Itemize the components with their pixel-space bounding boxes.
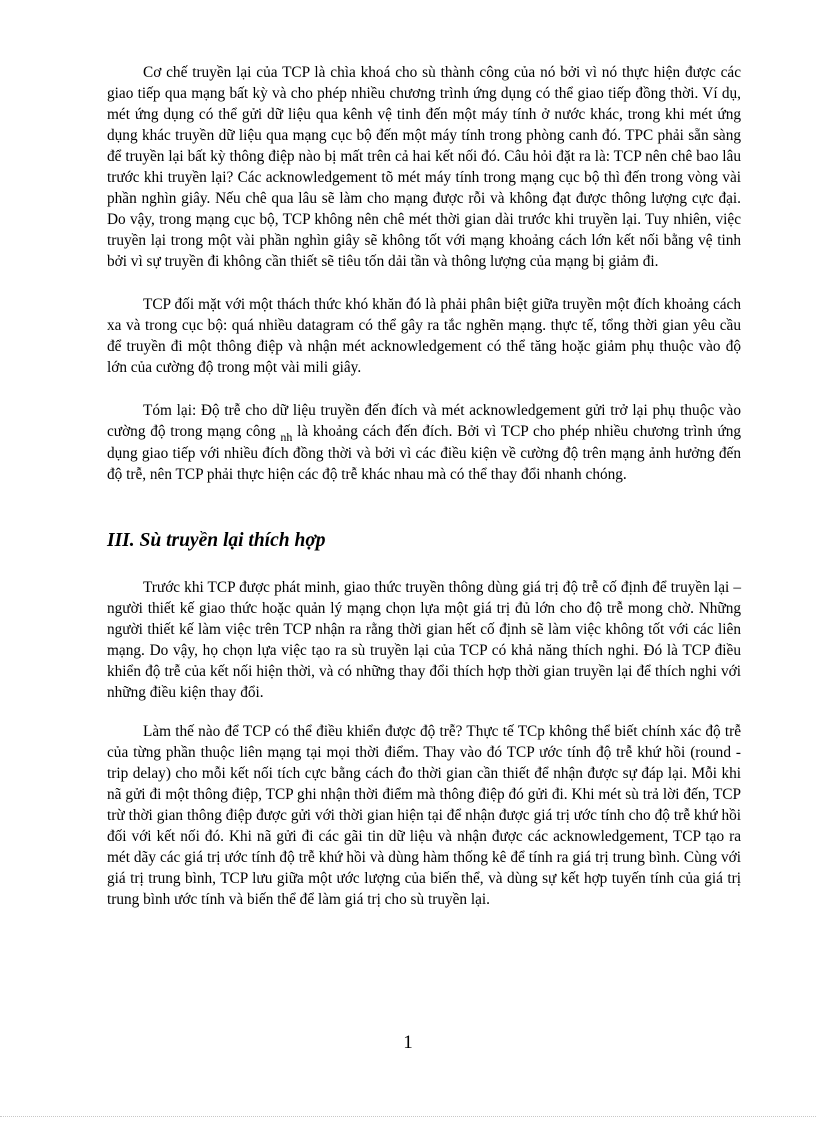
page-body xyxy=(107,62,741,910)
page-number: 1 xyxy=(403,1032,413,1053)
paragraph-summary xyxy=(107,400,741,485)
paragraph-fixed-delay-history: Trước khi TCP được phát minh, giao thức truyền thông dùng giá trị độ trễ cố định để truyền lại – người thiết kế giao thức hoặc quản lý mạng chọn lựa một giá trị đủ lớn cho độ trễ mong chờ. Những người thiết kế làm việc trên TCP nhận ra rằng thời gian hết cố định sẽ làm việc không tốt với các liên mạng. Do vậy, họ chọn lựa việc tạo ra sù truyền lại của TCP có khả năng thích nghi. Đó là TCP điều khiển độ trễ của kết nối hiện thời, và có những thay đổi thích hợp thời gian truyền lại để thích nghi với những điều kiện thay đổi. xyxy=(107,579,741,701)
section-heading: III. Sù truyền lại thích hợp xyxy=(107,530,326,551)
summary-text-start: Tóm lại: Độ trễ cho dữ liệu truyền đến đích và mét acknowledgement gửi trở lại phụ thuộc vào cường độ trong mạng công xyxy=(107,402,741,440)
paragraph-rtt-estimation: Làm thế nào để TCP có thể điều khiển được độ trễ? Thực tế TCp không thể biết chính xác độ trễ của từng phần thuộc liên mạng tại mọi thời điểm. Thay vào đó TCP ước tính độ trễ khứ hồi (round - trip delay) cho mỗi kết nối tích cực bằng cách đo thời gian cần thiết để nhận được sự đáp lại. Mỗi khi nã gửi đi một thông điệp, TCP ghi nhận thời điểm mà thông điệp đó gửi đi. Khi mét sù trả lời đến, TCP trừ thời gian thông điệp được gửi với thời gian hiện tại để nhận được giá trị ước tính cho độ trễ khứ hồi đối với kết nối đó. Khi nã gửi đi các gãi tin dữ liệu và nhận được các acknowledgement, TCP tạo ra mét dãy các giá trị ước tính độ trễ khứ hồi và dùng hàm thống kê để tính ra giá trị trung bình. Cùng với giá trị trung bình, TCP lưu giữa một ước lượng của biến thể, và dùng sự kết hợp tuyến tính của giá trị trung bình ước tính và biến thể để làm giá trị cho sù truyền lại. xyxy=(107,723,741,908)
summary-subscript: nh xyxy=(280,430,293,444)
paragraph-delay-challenge: TCP đối mặt với một thách thức khó khăn đó là phải phân biệt giữa truyền một đích khoảng cách xa và trong cục bộ: quá nhiều datagram có thể gây ra tắc nghẽn mạng. thực tế, tổng thời gian yêu cầu để truyền đi một thông điệp và nhận mét acknowledgement có thể tăng hoặc giảm phụ thuộc vào độ lớn của cường độ trong một vài mili giây. xyxy=(107,296,741,376)
summary-text-end: là khoảng cách đến đích. Bởi vì TCP cho phép nhiều chương trình ứng dụng giao tiếp với nhiều đích đồng thời và bởi vì các điều kiện về cường độ trên mạng ảnh hưởng đến độ trễ, nên TCP phải thực hiện các độ trễ khác nhau mà có thể thay đổi nhanh chóng. xyxy=(107,423,741,483)
paragraph-retransmission-key: Cơ chế truyền lại của TCP là chìa khoá cho sù thành công của nó bởi vì nó thực hiện được các giao tiếp qua mạng bất kỳ và cho phép nhiều chương trình ứng dụng có thể giao tiếp đồng thời. Ví dụ, mét ứng dụng có thể gửi dữ liệu qua kênh vệ tinh đến một máy tính ở nước khác, trong khi mét ứng dụng khác truyền dữ liệu qua mạng cục bộ đến một máy tính trong phòng canh đó. TPC phải sẵn sàng để truyền lại bất kỳ thông điệp nào bị mất trên cả hai kết nối đó. Câu hỏi đặt ra là: TCP nên chê bao lâu trước khi truyền lại? Các acknowledgement tõ mét máy tính trong mạng cục bộ thì đến trong vòng vài phần nghìn giây. Nếu chê qua lâu sẽ làm cho mạng được rỗi và không đạt được thông lượng cực đại. Do vậy, trong mạng cục bộ, TCP không nên chê mét thời gian dài trước khi truyền lại. Tuy nhiên, việc truyền lại trong một vài phần nghìn giây sẽ không tốt với mạng khoảng cách lớn kết nối bằng vệ tinh bởi vì sự truyền đi không cần thiết sẽ tiêu tốn dải tần và thông lượng của mạng bị giảm đi. xyxy=(107,64,741,270)
page-bottom-divider xyxy=(0,1116,816,1117)
